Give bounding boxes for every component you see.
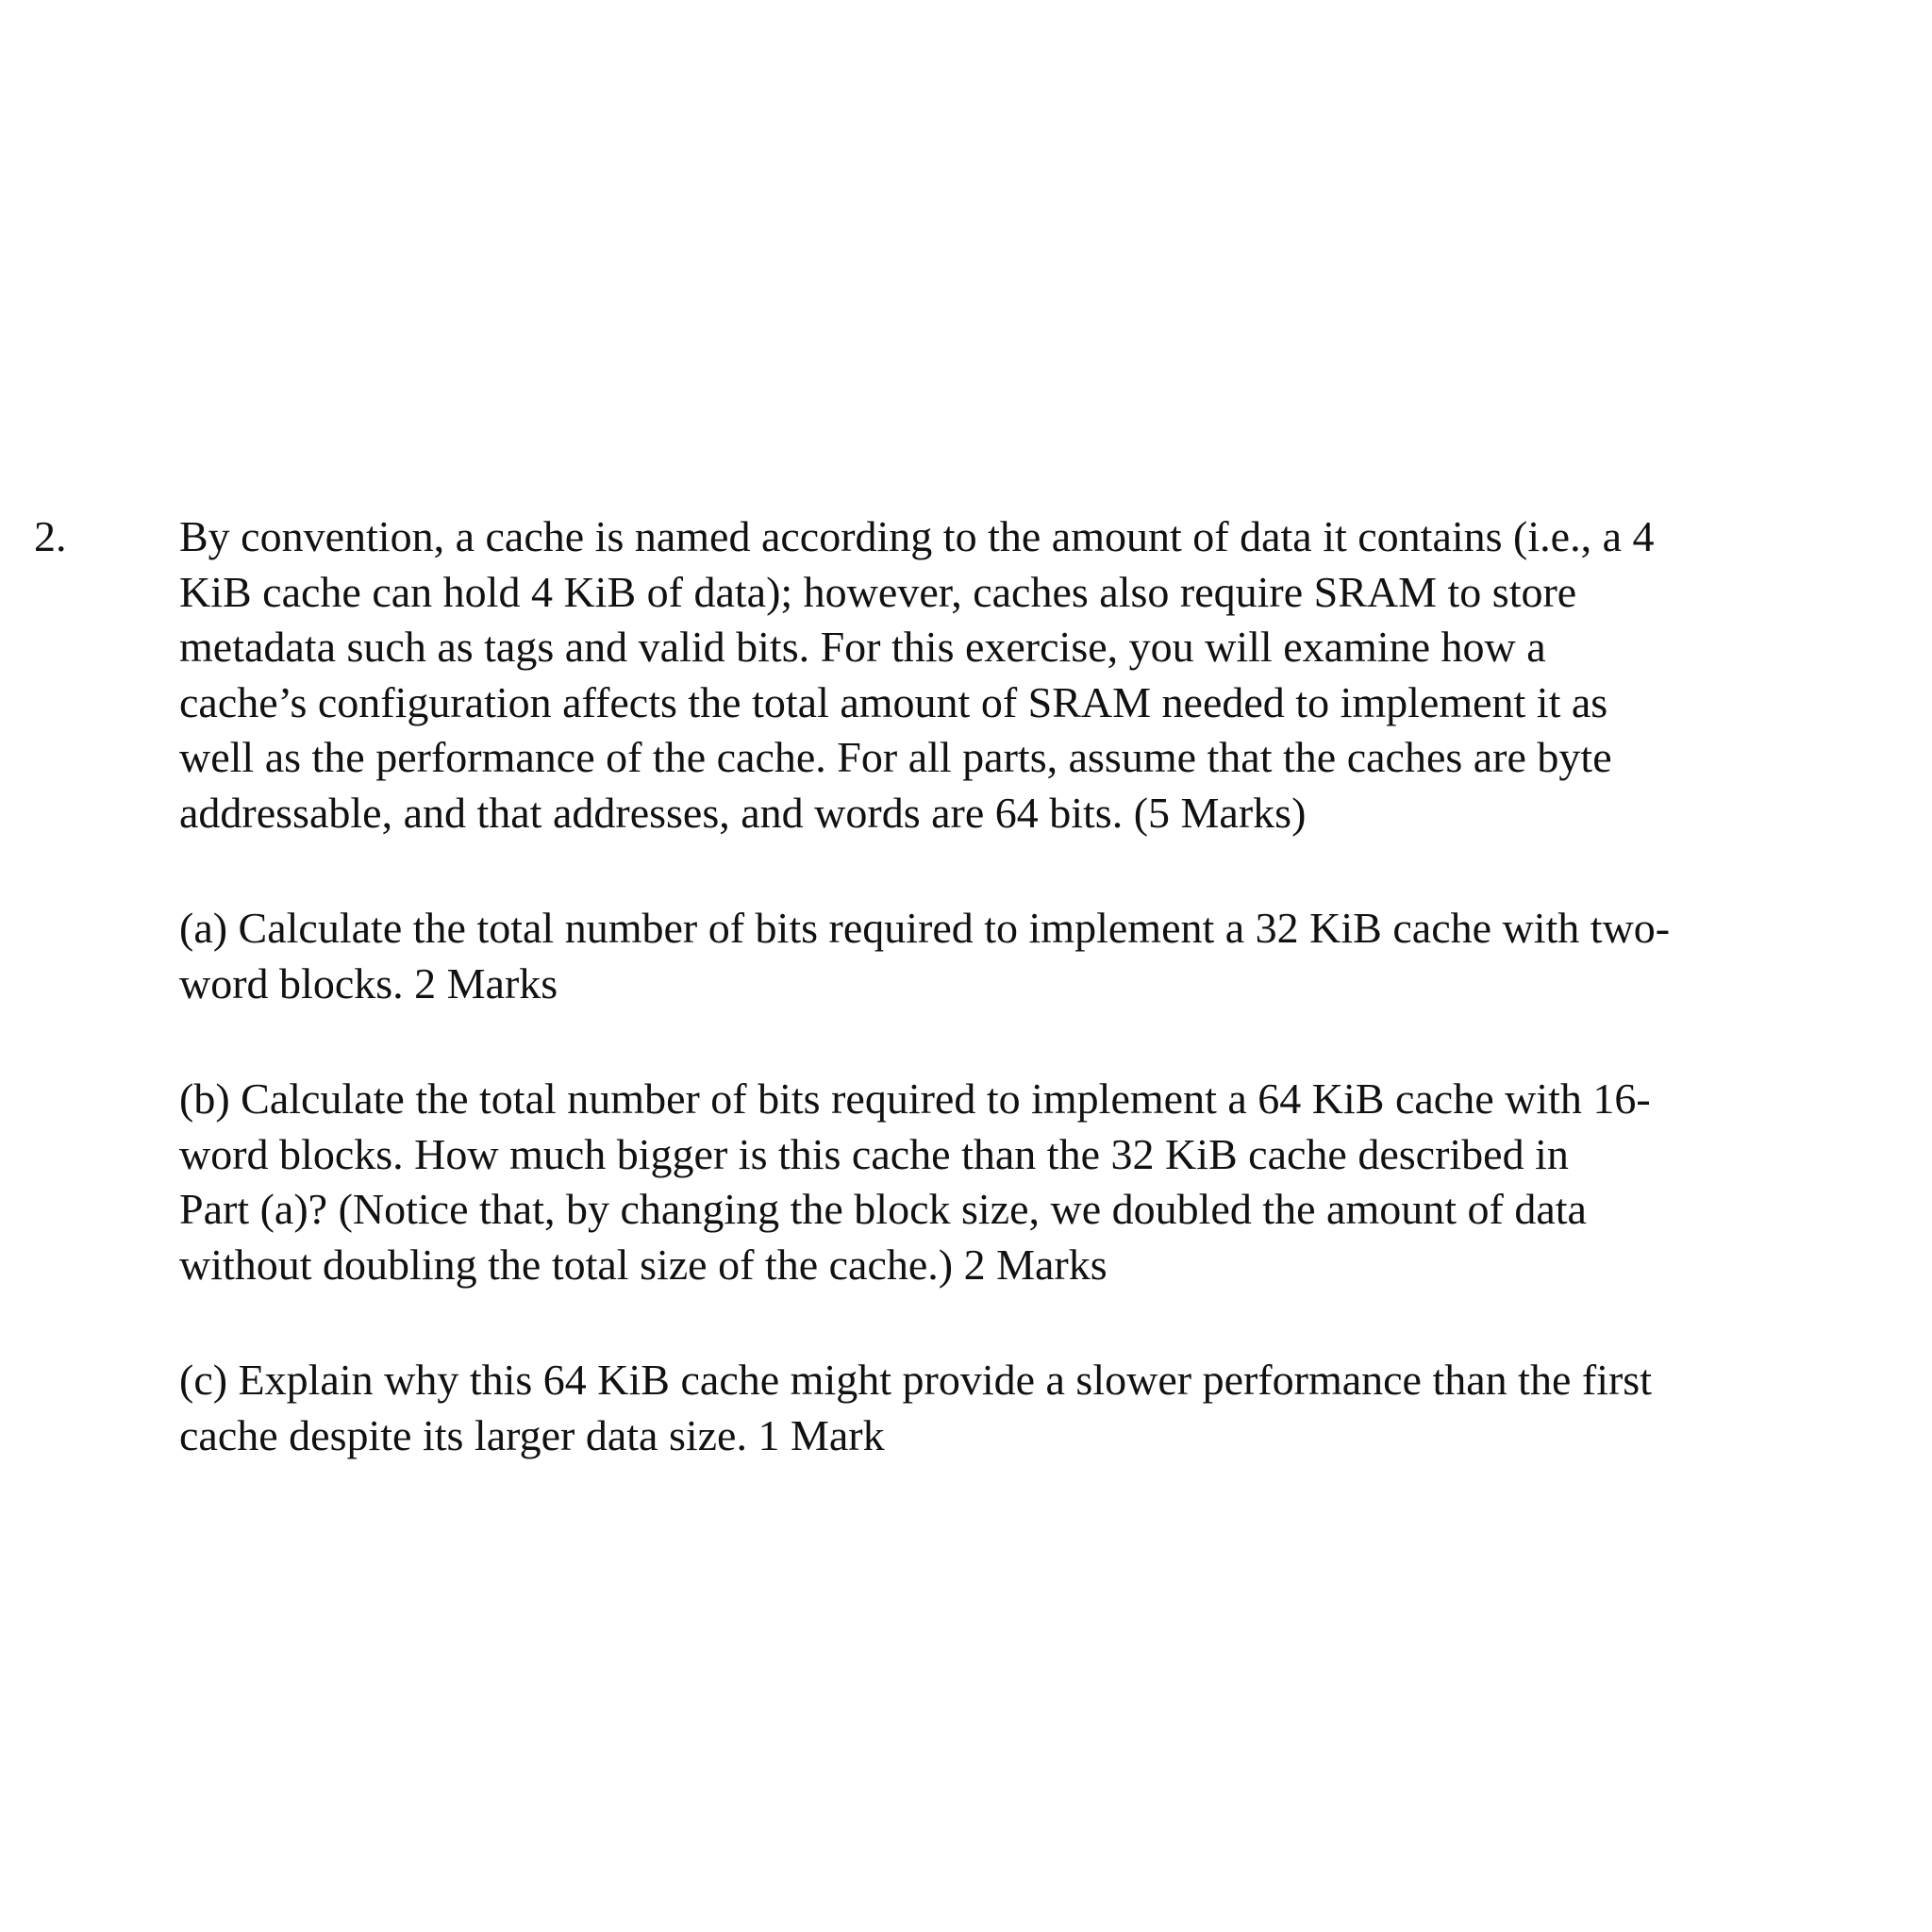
intro-line: KiB cache can hold 4 KiB of data); however, caches also require SRAM to store [179,567,1577,616]
part-c-line: cache despite its larger data size. 1 Mark [179,1410,885,1459]
intro-line: addressable, and that addresses, and words are 64 bits. (5 Marks) [179,788,1307,837]
part-a-line: word blocks. 2 Marks [179,958,558,1008]
part-a-line: (a) Calculate the total number of bits required to implement a 32 KiB cache with two- [179,904,1671,952]
intro-line: metadata such as tags and valid bits. For this exercise, you will examine how a [179,623,1546,671]
question-number: 2. [34,512,67,560]
part-b [179,1072,1877,1292]
intro-line: By convention, a cache is named according to the amount of data it contains (i.e., a 4 [179,512,1655,560]
part-b-line: (b) Calculate the total number of bits required to implement a 64 KiB cache with 16- [179,1074,1651,1123]
intro-line: cache’s configuration affects the total amount of SRAM needed to implement it as [179,677,1608,726]
part-b-line: Part (a)? (Notice that, by changing the block size, we doubled the amount of data [179,1185,1587,1233]
part-c-line: (c) Explain why this 64 KiB cache might provide a slower performance than the first [179,1356,1652,1404]
part-b-line: word blocks. How much bigger is this cache than the 32 KiB cache described in [179,1129,1569,1178]
question-body [179,509,1877,1463]
intro-line: well as the performance of the cache. For all parts, assume that the caches are byte [179,733,1612,781]
part-b-line: without doubling the total size of the cache.) 2 Marks [179,1240,1108,1289]
question-intro [179,509,1877,841]
part-a [179,901,1877,1011]
part-c [179,1353,1877,1463]
